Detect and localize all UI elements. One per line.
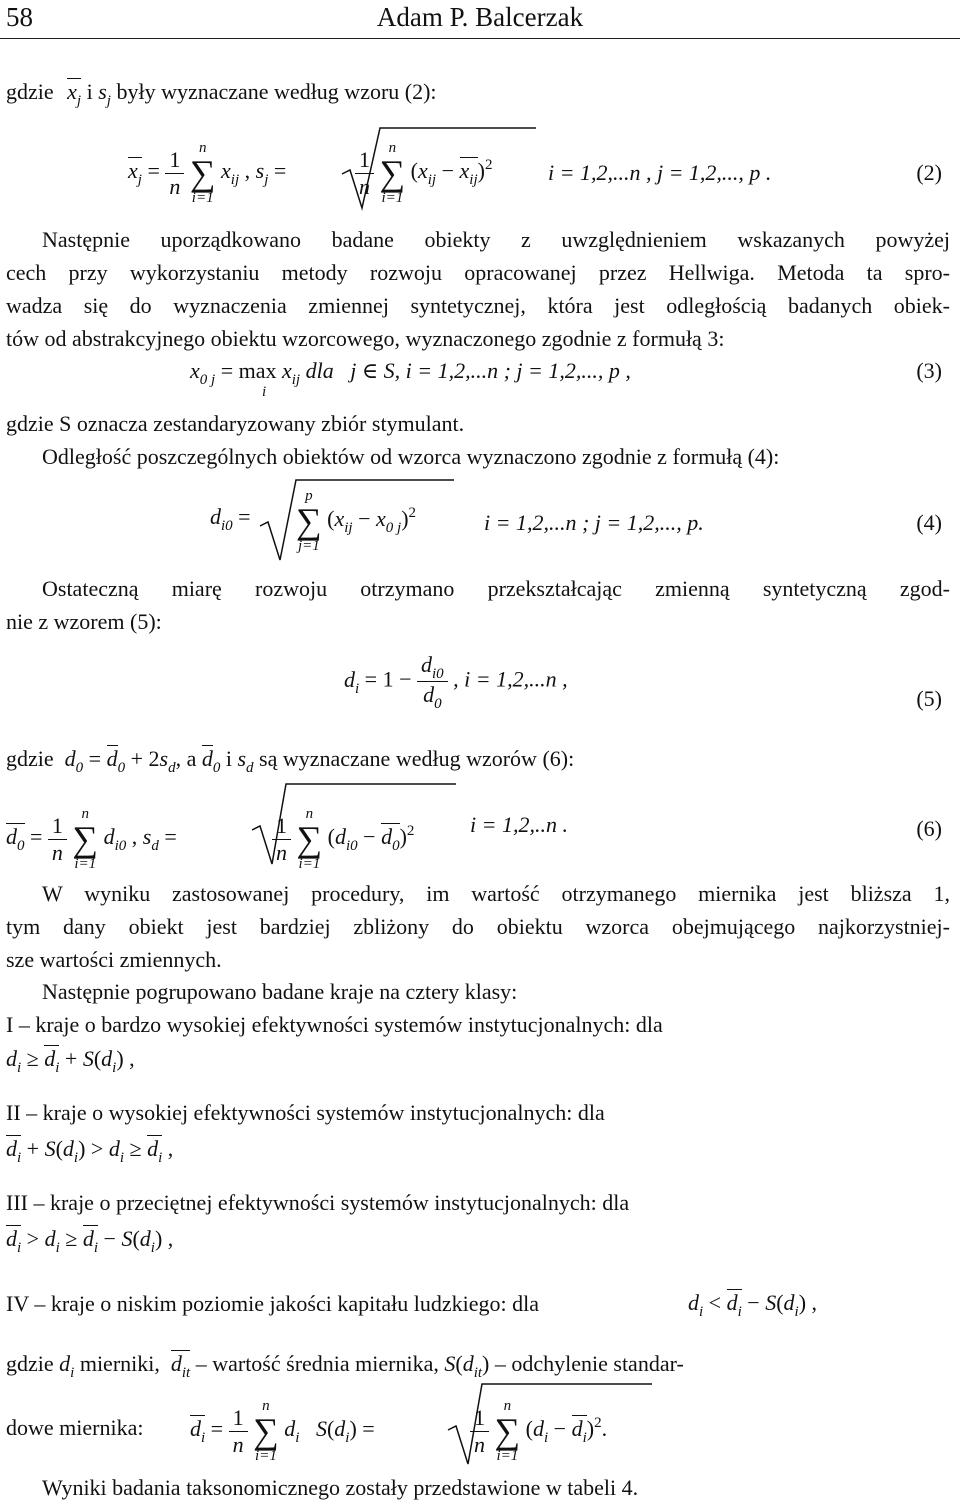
final-formulas: $d_i$ = $\frac{1}{n}$ n ∑ i=1 $d_i$ $S(d_i)$ = — [190, 1398, 375, 1464]
equation-6-radicand: $\frac{1}{n}$ n ∑ i=1 $(d_{i0} - d_0)^2$ — [272, 806, 414, 872]
equation-2-number: (2) — [916, 160, 942, 185]
paragraph-line: Następnie pogrupowano badane kraje na cztery klasy: — [42, 979, 518, 1004]
xbar-symbol: $x_j$ — [67, 79, 82, 109]
class-2-condition: $d_i + S(d_i) > d_i \ge d_i$ , — [6, 1136, 174, 1166]
definitions-line: gdzie $d_i$ mierniki, $d_{it}$ – wartość średnia miernika, $S(d_{it})$ – odchylenie standar- — [6, 1351, 684, 1381]
class-3-label: III – kraje o przeciętnej efektywności systemów instytucjonalnych: dla — [6, 1190, 630, 1215]
equation-6-number: (6) — [916, 816, 942, 841]
equation-5-number: (5) — [916, 686, 942, 711]
paragraph-line: wadza się do wyznaczenia zmiennej syntetycznej, która jest odległością badanych obiek- — [6, 293, 950, 318]
equation-2-radicand: $\frac{1}{n}$ n ∑ i=1 $(x_{ij} - x_{ij})^2$ — [355, 140, 492, 206]
equation-2: $x_j$ = $\frac{1}{n}$ n ∑ i=1 $x_{ij}$ , $s_j$ = — [128, 140, 292, 206]
paragraph-line: W wyniku zastosowanej procedury, im wartość otrzymanego miernika jest bliższa 1, — [42, 881, 950, 906]
page-header — [0, 0, 960, 39]
closing-line: Wyniki badania taksonomicznego zostały przedstawione w tabeli 4. — [42, 1475, 639, 1500]
class-1-condition: $d_i \ge d_i + S(d_i)$ , — [6, 1046, 135, 1076]
equation-4-number: (4) — [916, 510, 942, 535]
running-title-author: Adam P. Balcerzak — [376, 2, 584, 32]
paragraph-line: tym dany obiekt jest bardziej zbliżony do obiektu wzorca obejmującego najkorzystniej- — [6, 914, 950, 939]
gdzie-line: gdzie $d_0 = d_0 + 2s_d$, a $d_0$ i $s_d$ są wyznaczane według wzorów (6): — [6, 746, 575, 776]
equation-6: $d_0$ = $\frac{1}{n}$ n ∑ i=1 $d_{i0}$ , $s_d$ = — [6, 806, 177, 872]
intro-line — [6, 78, 437, 109]
definitions-line-2: dowe miernika: — [6, 1415, 144, 1440]
paragraph-line: Odległość poszczególnych obiektów od wzorca wyznaczono zgodnie z formułą (4): — [42, 444, 780, 469]
paragraph-line: sze wartości zmiennych. — [6, 947, 222, 972]
page-number: 58 — [6, 2, 33, 32]
equation-4: $d_{i0}$ = — [210, 504, 251, 534]
class-4-label: IV – kraje o niskim poziomie jakości kapitału ludzkiego: dla — [6, 1291, 539, 1316]
class-4-condition: $d_i < d_i - S(d_i)$ , — [688, 1290, 818, 1320]
paragraph-line: gdzie S oznacza zestandaryzowany zbiór stymulant. — [6, 411, 465, 436]
equation-5: $d_i = 1$ − $\frac{d_{i0}}{d_0}$ , i = 1,2,...n , — [344, 652, 568, 712]
intro-rest: były wyznaczane według wzoru (2): — [116, 79, 437, 104]
equation-3-number: (3) — [916, 358, 942, 383]
equation-4-radicand: p ∑ j=1 $(x_{ij} - x_{0 j})^2$ — [296, 488, 417, 554]
word-gdzie: gdzie — [6, 79, 54, 104]
class-2-label: II – kraje o wysokiej efektywności systemów instytucjonalnych: dla — [6, 1100, 605, 1125]
equation-6-range: i = 1,2,..n . — [470, 812, 568, 837]
word-i: i — [86, 79, 93, 104]
class-1-label: I – kraje o bardzo wysokiej efektywności systemów instytucjonalnych: dla — [6, 1012, 663, 1037]
paragraph-line: tów od abstrakcyjnego obiektu wzorcowego, wyznaczonego zgodnie z formułą 3: — [6, 326, 725, 351]
paragraph-line: Ostateczną miarę rozwoju otrzymano przekształcając zmienną syntetyczną zgod- — [42, 576, 950, 601]
s-symbol: $s_j$ — [98, 79, 111, 109]
equation-3-under-i: i — [262, 384, 267, 400]
final-formulas-radicand: $\frac{1}{n}$ n ∑ i=1 $(d_i - d_i)^2$. — [470, 1398, 607, 1464]
paragraph-line: cech przy wykorzystaniu metody rozwoju opracowanej przez Hellwiga. Metoda ta spro- — [6, 260, 950, 285]
equation-2-range: i = 1,2,...n , j = 1,2,..., p . — [548, 160, 772, 185]
equation-3: $x_{0 j} = \max x_{ij}$ dla j ∈ S, i = 1,2,...n ; j = 1,2,..., p , — [190, 358, 631, 388]
paragraph-line: nie z wzorem (5): — [6, 609, 162, 634]
class-3-condition: $d_i > d_i \ge d_i - S(d_i)$ , — [6, 1226, 174, 1256]
paragraph-line: Następnie uporządkowano badane obiekty z uwzględnieniem wskazanych powyżej — [42, 227, 950, 252]
equation-4-range: i = 1,2,...n ; j = 1,2,..., p. — [484, 510, 704, 535]
